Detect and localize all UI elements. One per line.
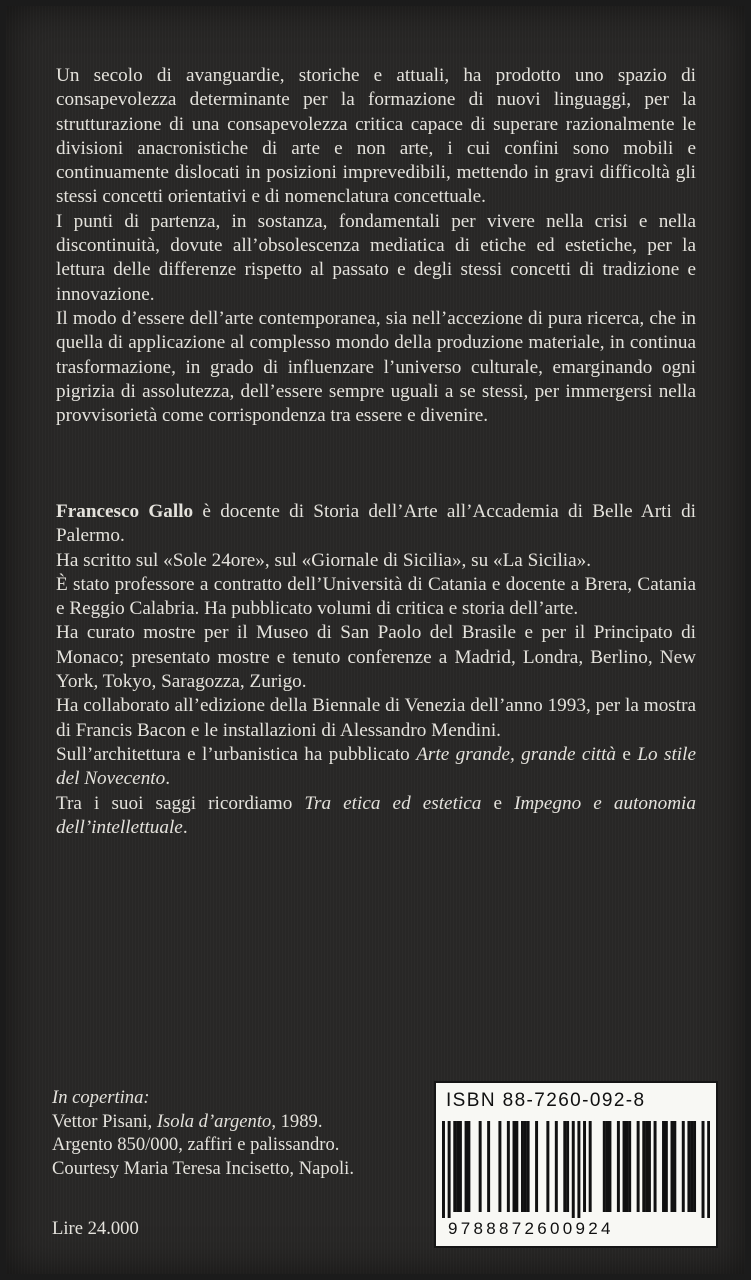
barcode-bar: [693, 1121, 696, 1212]
barcode-bar: [524, 1121, 527, 1212]
barcode-bar: [507, 1121, 510, 1212]
barcode-bar: [673, 1121, 676, 1212]
barcode-bar: [608, 1121, 611, 1212]
ean-digits: 9788872600924: [448, 1219, 614, 1238]
barcode-bar: [577, 1121, 580, 1218]
bio-essays-suffix: .: [182, 816, 188, 838]
barcode-bar: [498, 1121, 501, 1212]
bio-essays-prefix: Tra i suoi saggi ricordiamo: [56, 792, 305, 814]
barcode-bar: [487, 1121, 490, 1212]
barcode-bar: [628, 1121, 631, 1212]
author-bio: [56, 500, 696, 840]
barcode-bar: [702, 1121, 705, 1218]
credits-artwork: [52, 1110, 422, 1134]
barcode-bar: [465, 1121, 468, 1212]
credits-artist: Vettor Pisani,: [52, 1110, 157, 1132]
barcode-bar: [563, 1121, 566, 1212]
cover-credits: [52, 1086, 422, 1180]
barcode-bar: [671, 1121, 674, 1212]
blurb-text: [56, 64, 696, 428]
barcode-bar: [513, 1121, 516, 1212]
barcode-bar: [637, 1121, 640, 1212]
barcode-bars: [442, 1121, 710, 1218]
author-name: Francesco Gallo: [56, 501, 194, 522]
barcode-bar: [642, 1121, 645, 1212]
bio-exhibitions: Ha curato mostre per il Museo di San Paolo del Brasile e per il Principato di Monaco; presentato mostre e tenuto conferenze a Madrid, Londra, Berlino, New York, Tokyo, Saragozza, Zurigo.: [56, 622, 696, 693]
barcode-bar: [606, 1121, 609, 1212]
bio-architecture-suffix: .: [165, 768, 171, 790]
blurb-paragraph-2: I punti di partenza, in sostanza, fondamentali per vivere nella crisi e nella discontinuità, dovute all’obsolescenza mediatica di etiche ed estetiche, per la lettura delle differenze rispetto al passato e degli stessi concetti di tradizione e innovazione.: [56, 210, 696, 305]
bio-architecture-prefix: Sull’architettura e l’urbanistica ha pubblicato: [56, 743, 417, 765]
barcode-bar: [535, 1121, 538, 1212]
barcode-bar: [467, 1121, 470, 1212]
barcode-bar: [665, 1121, 668, 1212]
credits-work-title: Isola d’argento: [156, 1110, 272, 1132]
bio-newspapers: Ha scritto sul «Sole 24ore», sul «Giornale di Sicilia», su «La Sicilia».: [56, 549, 592, 571]
book-title-etica-estetica: Tra etica ed estetica: [304, 792, 482, 814]
barcode-bar: [448, 1121, 451, 1218]
price: Lire 24.000: [52, 1218, 139, 1239]
barcode-bar: [566, 1121, 569, 1212]
barcode-bar: [521, 1121, 524, 1212]
book-title-arte-grande: Arte grande, grande città: [416, 743, 617, 765]
barcode-bar: [442, 1121, 445, 1218]
barcode-bar: [623, 1121, 626, 1212]
barcode-bar: [572, 1121, 575, 1218]
bio-essays-joiner: e: [481, 792, 515, 814]
bio-biennale: Ha collaborato all’edizione della Biennale di Venezia dell’anno 1993, per la mostra di Francis Bacon e le installazioni di Alessandro Mendini.: [56, 695, 696, 741]
barcode-bar: [603, 1121, 606, 1212]
book-title-impegno-autonomia: Impegno e autonomia dell’intellettuale: [56, 792, 696, 838]
barcode-bar: [527, 1121, 530, 1212]
credits-materials: Argento 850/000, zaffiri e palissandro.: [52, 1134, 340, 1155]
barcode-bar: [617, 1121, 620, 1212]
back-cover: [6, 6, 745, 1274]
bio-essays: [56, 792, 696, 841]
barcode-bar: [589, 1121, 592, 1212]
blurb-paragraph-3: Il modo d’essere dell’arte contemporanea, sia nell’accezione di pura ricerca, che in quella di applicazione al complesso mondo della produzione materiale, in continua trasformazione, in grado di influenzare l’universo culturale, emarginando ogni pigrizia di assolutezza, dell’essere sempre uguali a se stessi, per immergersi nella provvisorietà come corrispondenza tra essere e divenire.: [56, 307, 696, 427]
barcode-bar: [453, 1121, 456, 1212]
barcode-bar: [625, 1121, 628, 1212]
barcode-bar: [645, 1121, 648, 1212]
barcode-bar: [662, 1121, 665, 1212]
blurb-paragraph-1: Un secolo di avanguardie, storiche e attuali, ha prodotto uno spazio di consapevolezza determinante per la formazione di nuovi linguaggi, per la strutturazione di una consapevolezza critica capace di superare razionalmente le divisioni anacronistiche di arte e non arte, i cui confini sono mobili e continuamente dislocati in posizioni imprevedibili, mettendo in gravi difficoltà gli stessi concetti orientativi e di nomenclatura concettuale.: [56, 65, 696, 208]
barcode-bar: [515, 1121, 518, 1212]
barcode-bar: [648, 1121, 651, 1212]
book-title-stile-novecento: Lo stile del Novecento: [56, 743, 696, 790]
barcode-bar: [654, 1121, 657, 1212]
barcode-bar: [707, 1121, 710, 1218]
isbn-number: ISBN 88-7260-092-8: [446, 1090, 646, 1111]
barcode-bar: [479, 1121, 482, 1212]
bio-intro-text: è docente di Storia dell’Arte all’Accademia di Belle Arti di Palermo.: [56, 501, 696, 547]
barcode-bar: [682, 1121, 685, 1212]
barcode-label: [434, 1081, 718, 1248]
credits-year: , 1989.: [271, 1110, 323, 1132]
barcode-bar: [690, 1121, 693, 1212]
barcode-bar: [456, 1121, 459, 1212]
bio-teaching: È stato professore a contratto dell’Università di Catania e docente a Brera, Catania e Reggio Calabria. Ha pubblicato volumi di critica e storia dell’arte.: [56, 573, 696, 620]
bio-intro: [56, 500, 696, 549]
bio-architecture-joiner: e: [616, 743, 638, 765]
barcode-bar: [555, 1121, 558, 1212]
credits-heading: In copertina:: [52, 1087, 150, 1108]
barcode-bar: [687, 1121, 690, 1212]
barcode-bar: [459, 1121, 462, 1212]
barcode-bar: [583, 1121, 586, 1212]
bio-architecture: [56, 743, 696, 792]
barcode-bar: [546, 1121, 549, 1212]
credits-courtesy: Courtesy Maria Teresa Incisetto, Napoli.: [52, 1157, 354, 1179]
